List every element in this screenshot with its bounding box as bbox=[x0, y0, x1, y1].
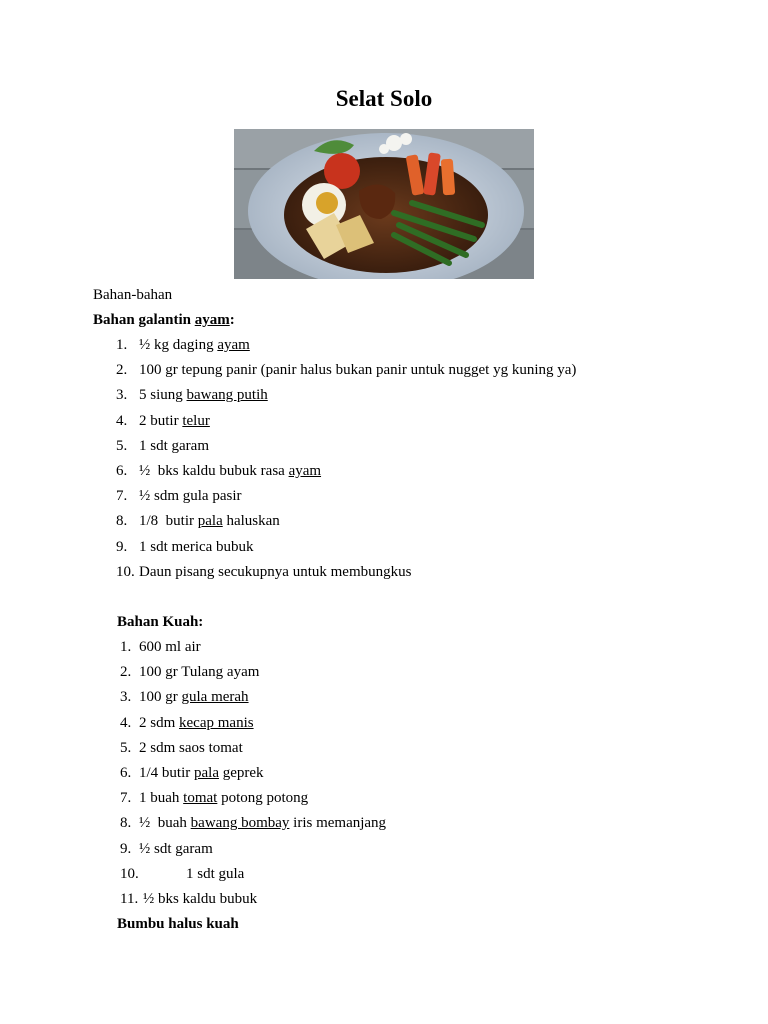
list-item-text bbox=[139, 714, 254, 732]
list-item-text bbox=[139, 688, 249, 706]
ingredient-text: 2 sdm bbox=[139, 714, 180, 731]
ingredient-text: 1/4 butir bbox=[139, 765, 194, 781]
ingredient-text: ½ buah bbox=[139, 815, 191, 832]
list-item-number: 3. bbox=[116, 387, 128, 404]
ingredient-text: 1/8 butir bbox=[139, 513, 198, 530]
list-item-text bbox=[139, 361, 576, 379]
ingredient-text: ½ bks kaldu bubuk rasa bbox=[139, 463, 289, 479]
ingredient-text: 1 sdt gula bbox=[186, 865, 245, 882]
list-item-text bbox=[139, 789, 308, 807]
ingredient-text: ½ bks kaldu bubuk bbox=[143, 891, 258, 907]
list-item-text bbox=[139, 663, 259, 681]
list-item-text bbox=[139, 739, 243, 757]
ingredient-text: 2 butir bbox=[139, 412, 183, 429]
list-item-number: 2. bbox=[120, 664, 132, 681]
list-item-text bbox=[139, 512, 280, 530]
ingredient-text: ½ sdt garam bbox=[139, 840, 213, 857]
ingredient-text: geprek bbox=[218, 765, 264, 781]
ingredient-link[interactable]: gula merah bbox=[181, 689, 249, 706]
dish-photo bbox=[234, 129, 534, 279]
list-item-text bbox=[139, 563, 411, 581]
list-item-number: 1. bbox=[116, 337, 128, 353]
list-item-number: 5. bbox=[116, 437, 128, 454]
ingredient-link[interactable]: telur bbox=[182, 412, 210, 429]
list-item-number: 4. bbox=[116, 412, 128, 429]
ingredient-link[interactable]: kecap manis bbox=[179, 714, 254, 731]
list-item-number: 10. bbox=[116, 563, 135, 580]
list-item-text bbox=[139, 764, 264, 782]
dish-photo-illustration bbox=[234, 129, 534, 279]
ingredient-text: haluskan bbox=[222, 513, 280, 530]
list-item-number: 7. bbox=[116, 488, 128, 505]
ingredient-text: iris memanjang bbox=[289, 815, 387, 832]
ingredient-link[interactable]: bawang putih bbox=[186, 387, 268, 404]
list-item-number: 3. bbox=[120, 689, 132, 706]
ingredient-text: ½ kg daging bbox=[139, 337, 218, 353]
list-item-number: 11. bbox=[120, 891, 139, 907]
list-item-number: 7. bbox=[120, 790, 132, 807]
list-item-number: 5. bbox=[120, 739, 132, 756]
list-item-text bbox=[139, 336, 250, 354]
list-item-text bbox=[139, 386, 268, 404]
list-item-text bbox=[139, 462, 321, 480]
ingredient-text: 100 gr bbox=[139, 689, 182, 706]
ingredient-link[interactable]: ayam bbox=[217, 337, 250, 353]
list-item-number: 4. bbox=[120, 714, 132, 731]
list-item-number: 9. bbox=[116, 538, 128, 555]
ingredient-link[interactable]: bawang bombay bbox=[190, 815, 290, 832]
ingredient-text: 100 gr tepung panir (panir halus bukan panir untuk nugget yg kuning ya) bbox=[139, 362, 577, 379]
ingredient-text: ½ sdm gula pasir bbox=[139, 488, 242, 505]
list-item-text bbox=[143, 890, 257, 908]
list-item-number: 8. bbox=[120, 815, 132, 832]
list-item-text bbox=[139, 437, 209, 455]
list-item-number: 1. bbox=[120, 639, 132, 655]
list-item-number: 6. bbox=[120, 765, 132, 781]
list-item-text bbox=[139, 487, 242, 505]
page-title: Selat Solo bbox=[335, 86, 433, 111]
list-item-number: 10. bbox=[120, 865, 139, 882]
ingredient-text: 1 sdt garam bbox=[139, 437, 209, 454]
list-item-text bbox=[139, 412, 210, 430]
list-item-number: 2. bbox=[116, 362, 128, 379]
list-item-text bbox=[139, 538, 254, 556]
list-item-text bbox=[186, 865, 244, 883]
ingredient-text: 2 sdm saos tomat bbox=[139, 739, 243, 756]
ingredient-text: Daun pisang secukupnya untuk membungkus bbox=[139, 563, 412, 580]
ingredient-text: 1 buah bbox=[139, 790, 184, 807]
section-heading-kuah: Bahan Kuah: bbox=[117, 614, 204, 630]
ingredient-link[interactable]: pala bbox=[194, 765, 219, 781]
section-heading-bumbu: Bumbu halus kuah bbox=[117, 916, 239, 932]
ingredient-text: potong potong bbox=[217, 790, 309, 807]
ingredient-text: 5 siung bbox=[139, 387, 187, 404]
heading-link[interactable]: ayam bbox=[194, 312, 230, 328]
ingredient-text: 600 ml air bbox=[139, 639, 201, 655]
intro-text: Bahan-bahan bbox=[93, 287, 173, 303]
heading-colon: : bbox=[229, 312, 235, 328]
ingredient-text: 100 gr Tulang ayam bbox=[139, 664, 260, 681]
section-heading-galantin bbox=[93, 311, 235, 329]
ingredient-link[interactable]: pala bbox=[197, 513, 223, 530]
heading-text: Bahan galantin bbox=[93, 312, 195, 328]
ingredient-text: 1 sdt merica bubuk bbox=[139, 538, 254, 555]
list-item-text bbox=[139, 638, 201, 656]
ingredient-link[interactable]: tomat bbox=[183, 790, 218, 807]
list-item-text bbox=[139, 814, 386, 832]
list-item-number: 9. bbox=[120, 840, 132, 857]
list-item-number: 8. bbox=[116, 513, 128, 530]
list-item-number: 6. bbox=[116, 463, 128, 479]
list-item-text bbox=[139, 840, 213, 858]
ingredient-link[interactable]: ayam bbox=[288, 463, 322, 479]
